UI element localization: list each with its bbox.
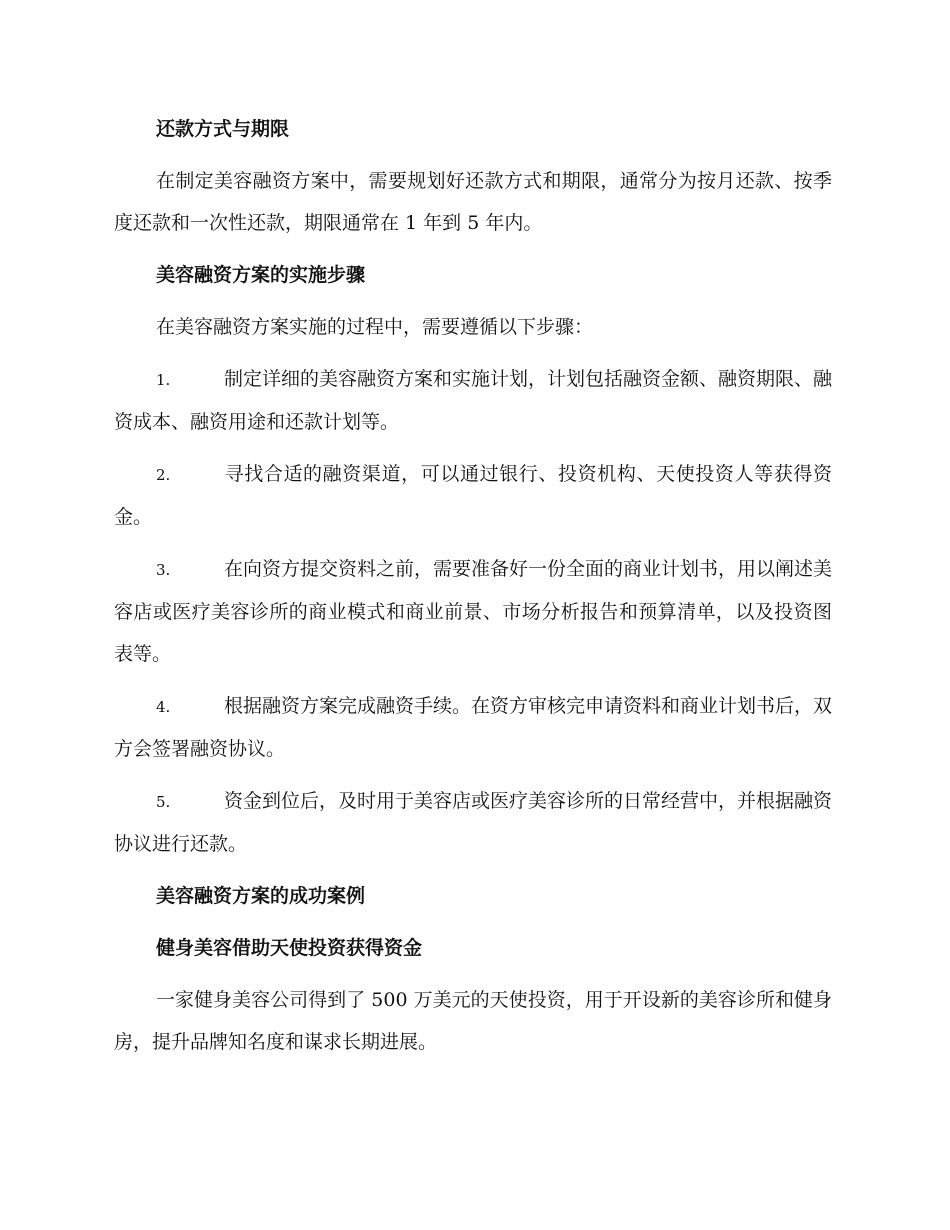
repayment-heading: 还款方式与期限 [156,118,290,140]
steps-intro-paragraph: 在美容融资方案实施的过程中，需要遵循以下步骤： [156,316,594,338]
list-item-number: 4. [156,698,171,716]
repayment-paragraph: 在制定美容融资方案中，需要规划好还款方式和期限，通常分为按月还款、按季度还款和一次性还款，期限通常在 1 年到 5 年内。 [114,170,832,234]
list-item-text: 资金到位后，及时用于美容店或医疗美容诊所的日常经营中，并根据融资协议进行还款。 [114,790,833,855]
case-paragraph: 一家健身美容公司得到了 500 万美元的天使投资，用于开设新的美容诊所和健身房，提升品牌知名度和谋求长期进展。 [114,989,832,1053]
case-title: 健身美容借助天使投资获得资金 [156,937,423,959]
document-body [114,108,832,1073]
list-item-text: 根据融资方案完成融资手续。在资方审核完申请资料和商业计划书后，双方会签署融资协议。 [114,695,833,760]
steps-heading: 美容融资方案的实施步骤 [156,264,366,286]
list-item [114,453,832,538]
list-item-text: 在向资方提交资料之前，需要准备好一份全面的商业计划书，用以阐述美容店或医疗美容诊所的商业模式和商业前景、市场分析报告和预算清单，以及投资图表等。 [114,558,833,665]
list-item-number: 2. [156,466,171,484]
list-item [114,548,832,675]
list-item-text: 制定详细的美容融资方案和实施计划，计划包括融资金额、融资期限、融资成本、融资用途和还款计划等。 [114,368,833,433]
list-item-number: 1. [156,371,171,389]
list-item-number: 5. [156,793,171,811]
list-item [114,780,832,865]
list-item [114,358,832,443]
cases-heading: 美容融资方案的成功案例 [156,885,366,907]
list-item [114,685,832,770]
list-item-number: 3. [156,561,171,579]
list-item-text: 寻找合适的融资渠道，可以通过银行、投资机构、天使投资人等获得资金。 [114,463,832,528]
